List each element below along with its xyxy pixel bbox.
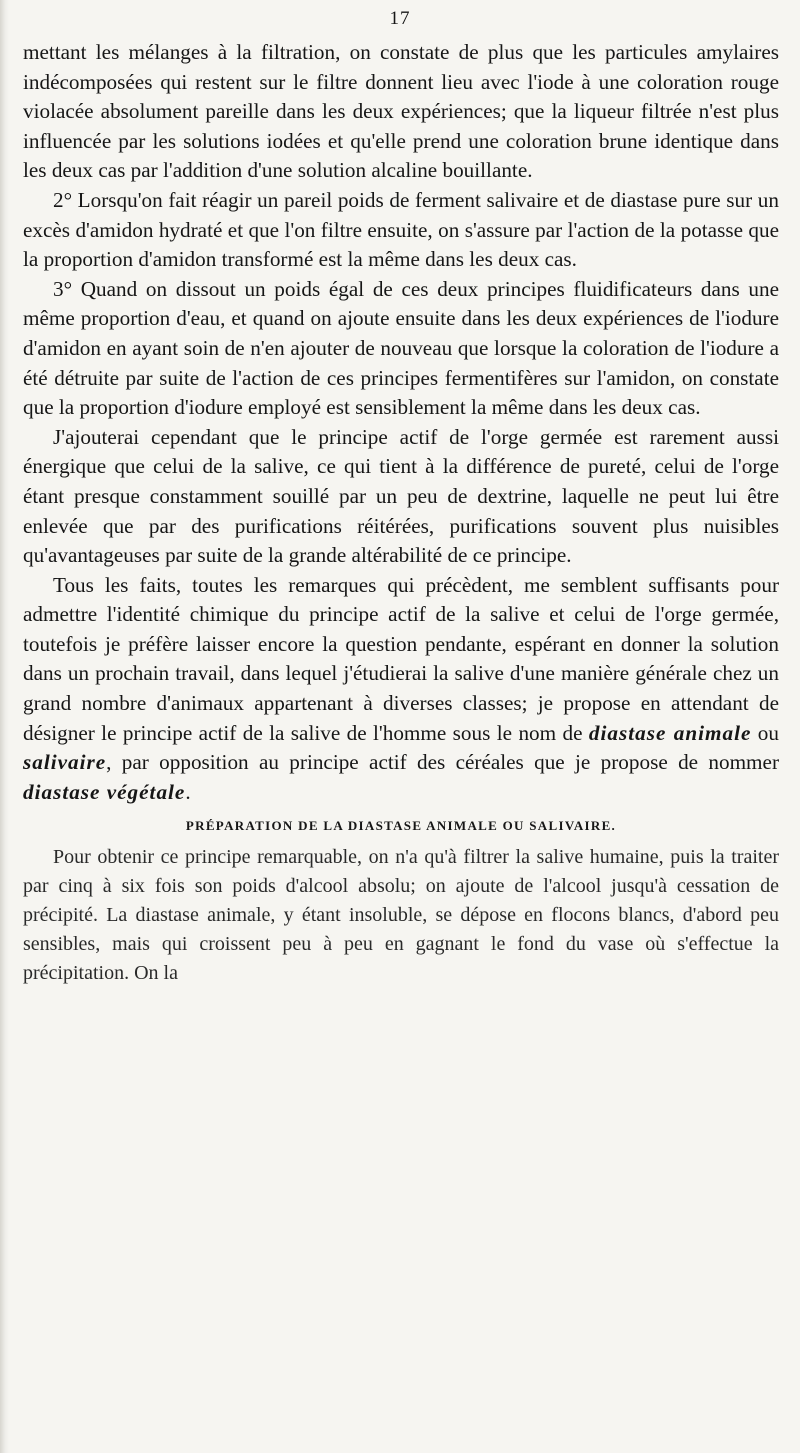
paragraph-continuation: mettant les mélanges à la filtration, on constate de plus que les particules amylaires indécomposées qui restent sur le filtre donnent lieu avec l'iode à une coloration rouge violacée absolument pareille dans les deux expériences; que la liqueur filtrée n'est plus influencée par les solutions iodées et qu'elle prend une coloration brune identique dans les deux cas par l'addition d'une solution alcaline bouillante. (23, 40, 779, 183)
term-salivaire: salivaire (23, 750, 107, 775)
paragraph-point-3: 3° Quand on dissout un poids égal de ces deux principes fluidificateurs dans une même proportion d'eau, et quand on ajoute ensuite dans les deux expériences de l'iodure d'amidon en ayant soin de n'en ajouter de nouveau que lorsque la coloration de l'iodure a été détruite par suite de l'action de ces principes fermentifères sur l'amidon, on constate que la proportion d'iodure employé est sensiblement la même dans les deux cas. (23, 276, 779, 420)
conclusion-text-start: Tous les faits, toutes les remarques qui précèdent, me semblent suffisants pour admettre l'identité chimique du principe actif de la salive et celui de l'orge germée, toutefois je préfère laisser encore la question pendante, espérant en donner la solution dans un prochain travail, dans lequel j'étudierai la salive d'une manière générale chez un grand nombre d'animaux appartenant à diverses classes; je propose en attendant de désigner le principe actif de la salive de l'homme sous le nom de (23, 572, 779, 745)
conclusion-text-ou: ou (751, 720, 779, 745)
page-number: 17 (389, 8, 411, 29)
paragraph-conclusion (23, 571, 779, 808)
body-text (23, 38, 779, 988)
term-diastase-animale: diastase animale (588, 720, 752, 745)
page-binding-edge (0, 0, 9, 1453)
paragraph-point-2: 2° Lorsqu'on fait réagir un pareil poids de ferment salivaire et de diastase pure sur un excès d'amidon hydraté et que l'on filtre ensuite, on s'assure par l'action de la potasse que la proportion d'amidon transformé est la même dans les deux cas. (23, 187, 779, 272)
conclusion-text-end: . (185, 779, 191, 804)
paragraph-orge-germee: J'ajouterai cependant que le principe actif de l'orge germée est rarement aussi énergique que celui de la salive, ce qui tient à la différence de pureté, celui de l'orge étant presque constamment souillé par un peu de dextrine, laquelle ne peut lui être enlevée que par des purifications réitérées, purifications souvent plus nuisibles qu'avantageuses par suite de la grande altérabilité de ce principe. (23, 424, 779, 568)
section-heading: PRÉPARATION DE LA DIASTASE ANIMALE OU SALIVAIRE. (185, 818, 617, 834)
paragraph-preparation: Pour obtenir ce principe remarquable, on n'a qu'à filtrer la salive humaine, puis la traiter par cinq à six fois son poids d'alcool absolu; on ajoute de l'alcool jusqu'à cessation de précipité. La diastase animale, y étant insoluble, se dépose en flocons blancs, d'abord peu sensibles, mais qui croissent peu à peu en gagnant le fond du vase où s'effectue la précipitation. On la (23, 846, 779, 985)
conclusion-text-middle: , par opposition au principe actif des céréales que je propose de nommer (106, 750, 779, 775)
term-diastase-vegetale: diastase végétale (23, 779, 186, 804)
